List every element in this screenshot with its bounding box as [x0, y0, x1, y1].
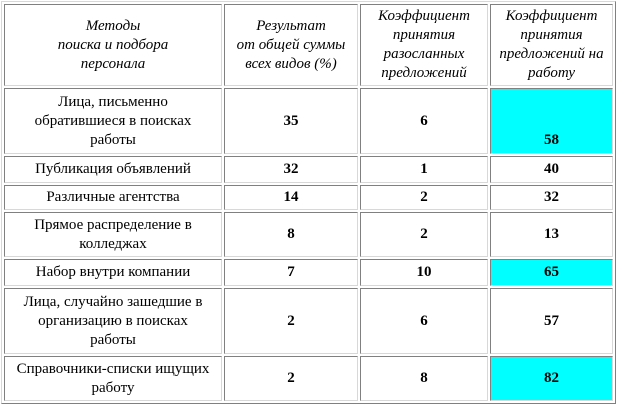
method-cell: Публикация объявлений: [4, 156, 222, 183]
table-row: [4, 156, 613, 183]
accept-coef-cell: 13: [490, 212, 613, 257]
accept-coef-cell-highlighted: 58: [490, 88, 613, 154]
table-row: [4, 259, 613, 286]
accept-coef-cell-highlighted: 65: [490, 259, 613, 286]
sent-coef-cell: 1: [360, 156, 488, 183]
sent-coef-cell: 2: [360, 212, 488, 257]
recruitment-methods-table: [1, 1, 616, 404]
header-result: Результат от общей суммы всех видов (%): [224, 4, 358, 86]
header-sent-coef: Коэффициент принятия разосланных предложений: [360, 4, 488, 86]
table-row: [4, 185, 613, 210]
result-cell: 8: [224, 212, 358, 257]
sent-coef-cell: 10: [360, 259, 488, 286]
header-accept-coef: Коэффициент принятия предложений на работу: [490, 4, 613, 86]
accept-coef-cell-highlighted: 82: [490, 356, 613, 401]
sent-coef-cell: 6: [360, 88, 488, 154]
header-row: [4, 4, 613, 86]
accept-coef-cell: 57: [490, 288, 613, 354]
method-cell: Различные агентства: [4, 185, 222, 210]
table-row: [4, 88, 613, 154]
accept-coef-cell: 40: [490, 156, 613, 183]
table-row: [4, 356, 613, 401]
result-cell: 7: [224, 259, 358, 286]
sent-coef-cell: 6: [360, 288, 488, 354]
sent-coef-cell: 2: [360, 185, 488, 210]
result-cell: 2: [224, 288, 358, 354]
result-cell: 35: [224, 88, 358, 154]
result-cell: 2: [224, 356, 358, 401]
method-cell: Лица, письменно обратившиеся в поисках работы: [4, 88, 222, 154]
method-cell: Прямое распределение в колледжах: [4, 212, 222, 257]
method-cell: Набор внутри компании: [4, 259, 222, 286]
sent-coef-cell: 8: [360, 356, 488, 401]
table-row: [4, 212, 613, 257]
table-row: [4, 288, 613, 354]
header-methods: Методы поиска и подбора персонала: [4, 4, 222, 86]
result-cell: 32: [224, 156, 358, 183]
accept-coef-cell: 32: [490, 185, 613, 210]
method-cell: Справочники-списки ищущих работу: [4, 356, 222, 401]
method-cell: Лица, случайно зашедшие в организацию в поисках работы: [4, 288, 222, 354]
result-cell: 14: [224, 185, 358, 210]
